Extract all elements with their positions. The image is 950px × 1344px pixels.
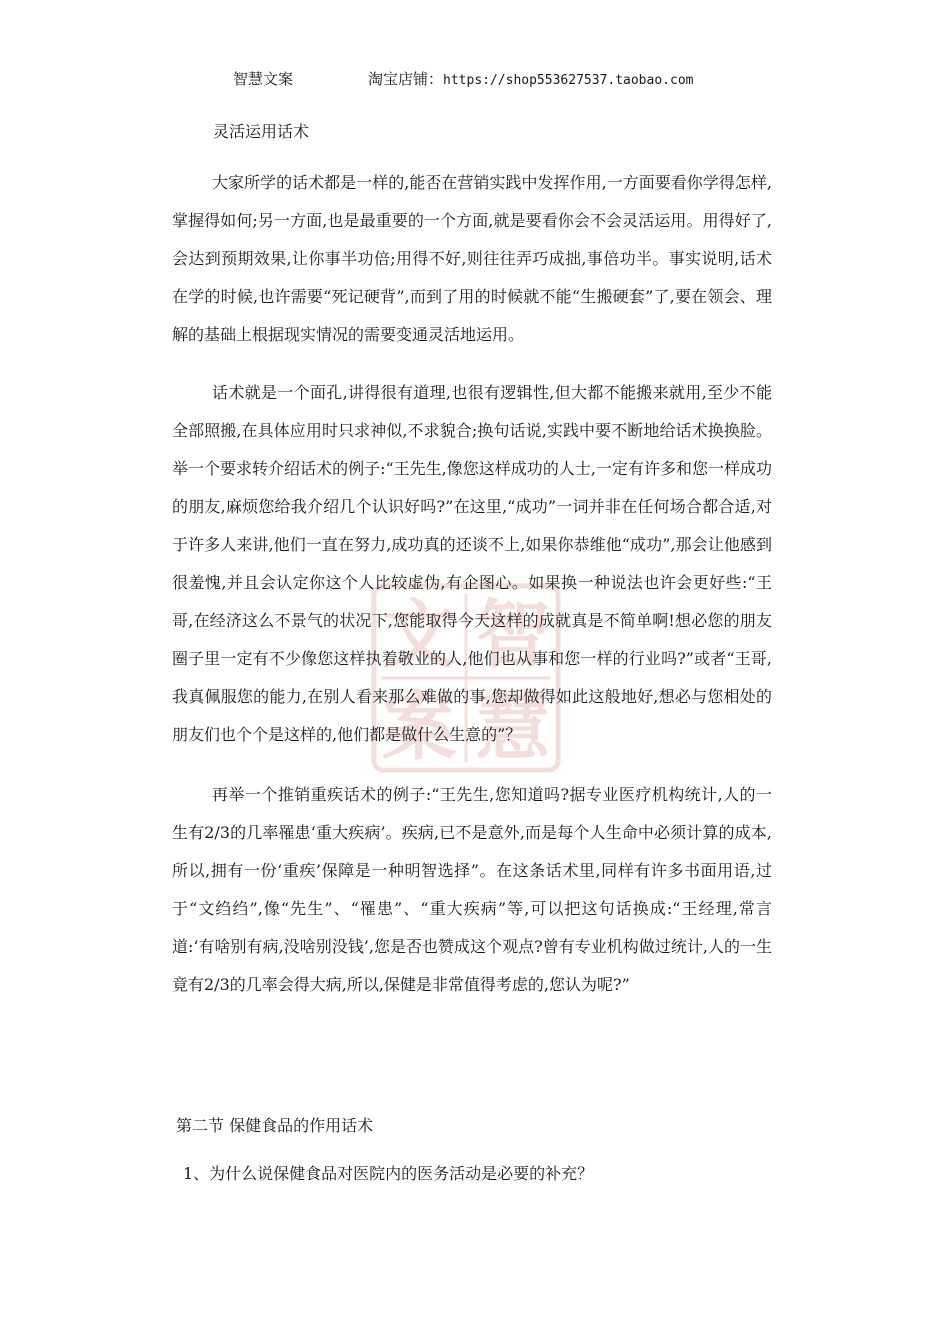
seal-char-an: 案 bbox=[381, 683, 457, 771]
shop-label: 淘宝店铺： bbox=[368, 70, 444, 88]
paragraph-2: 话术就是一个面孔,讲得很有道理,也很有逻辑性,但大都不能搬来就用,至少不能全部照搬,在具体应用时只求神似,不求貌合;换句话说,实践中要不断地给话术换换脸。举一个要求转介绍话术的例子:“王先生,像您这样成功的人士,一定有许多和您一样成功的朋友,麻烦您给我介绍几个认识好吗?”在这里,“成功”一词并非在任何场合都合适,对于许多人来讲,他们一直在努力,成功真的还谈不上,如果你恭维他“成功”,那会让他感到很羞愧,并且会认定你这个人比较虚伪,有企图心。如果换一种说法也许会更好些:“王哥,在经济这么不景气的状况下,您能取得今天这样的成就真是不简单啊!想必您的朋友圈子里一定有不少像您这样执着敬业的人,他们也从事和您一样的行业吗?”或者“王哥,我真佩服您的能力,在别人看来那么难做的事,您却做得如此这般地好,想必与您相处的朋友们也个个是这样的,他们都是做什么生意的”？ bbox=[172, 383, 772, 744]
shop-info bbox=[368, 68, 693, 89]
seal-char-wen: 文 bbox=[381, 591, 457, 679]
question-1: 1、为什么说保健食品对医院内的医务活动是必要的补充？ bbox=[183, 1164, 594, 1183]
section-title: 第二节 保健食品的作用话术 bbox=[176, 1116, 374, 1135]
article-heading: 灵活运用话术 bbox=[213, 122, 310, 141]
seal-char-zhi: 智 bbox=[475, 591, 551, 679]
brand-name: 智慧文案 bbox=[233, 70, 294, 88]
shop-url: https://shop553627537.taobao.com bbox=[443, 73, 694, 88]
seal-char-hui: 慧 bbox=[475, 683, 551, 771]
paragraph-1: 大家所学的话术都是一样的,能否在营销实践中发挥作用,一方面要看你学得怎样,掌握得如何;另一方面,也是最重要的一个方面,就是要看你会不会灵活运用。用得好了,会达到预期效果,让你事半功倍;用得不好,则往往弄巧成拙,事倍功半。事实说明,话术在学的时候,也许需要“死记硬背”,而到了用的时候就不能“生搬硬套”了,要在领会、理解的基础上根据现实情况的需要变通灵活地运用。 bbox=[172, 173, 772, 344]
paragraph-3: 再举一个推销重疾话术的例子:“王先生,您知道吗?据专业医疗机构统计,人的一生有2/3的几率罹患‘重大疾病’。疾病,已不是意外,而是每个人生命中必须计算的成本,所以,拥有一份‘重疾’保障是一种明智选择”。在这条话术里,同样有许多书面用语,过于“文绉绉”,像“先生”、“罹患”、“重大疾病”等,可以把这句话换成:“王经理,常言道:‘有啥别有病,没啥别没钱’,您是否也赞成这个观点?曾有专业机构做过统计,人的一生竟有2/3的几率会得大病,所以,保健是非常值得考虑的,您认为呢?” bbox=[172, 785, 772, 994]
page-header bbox=[0, 66, 950, 92]
